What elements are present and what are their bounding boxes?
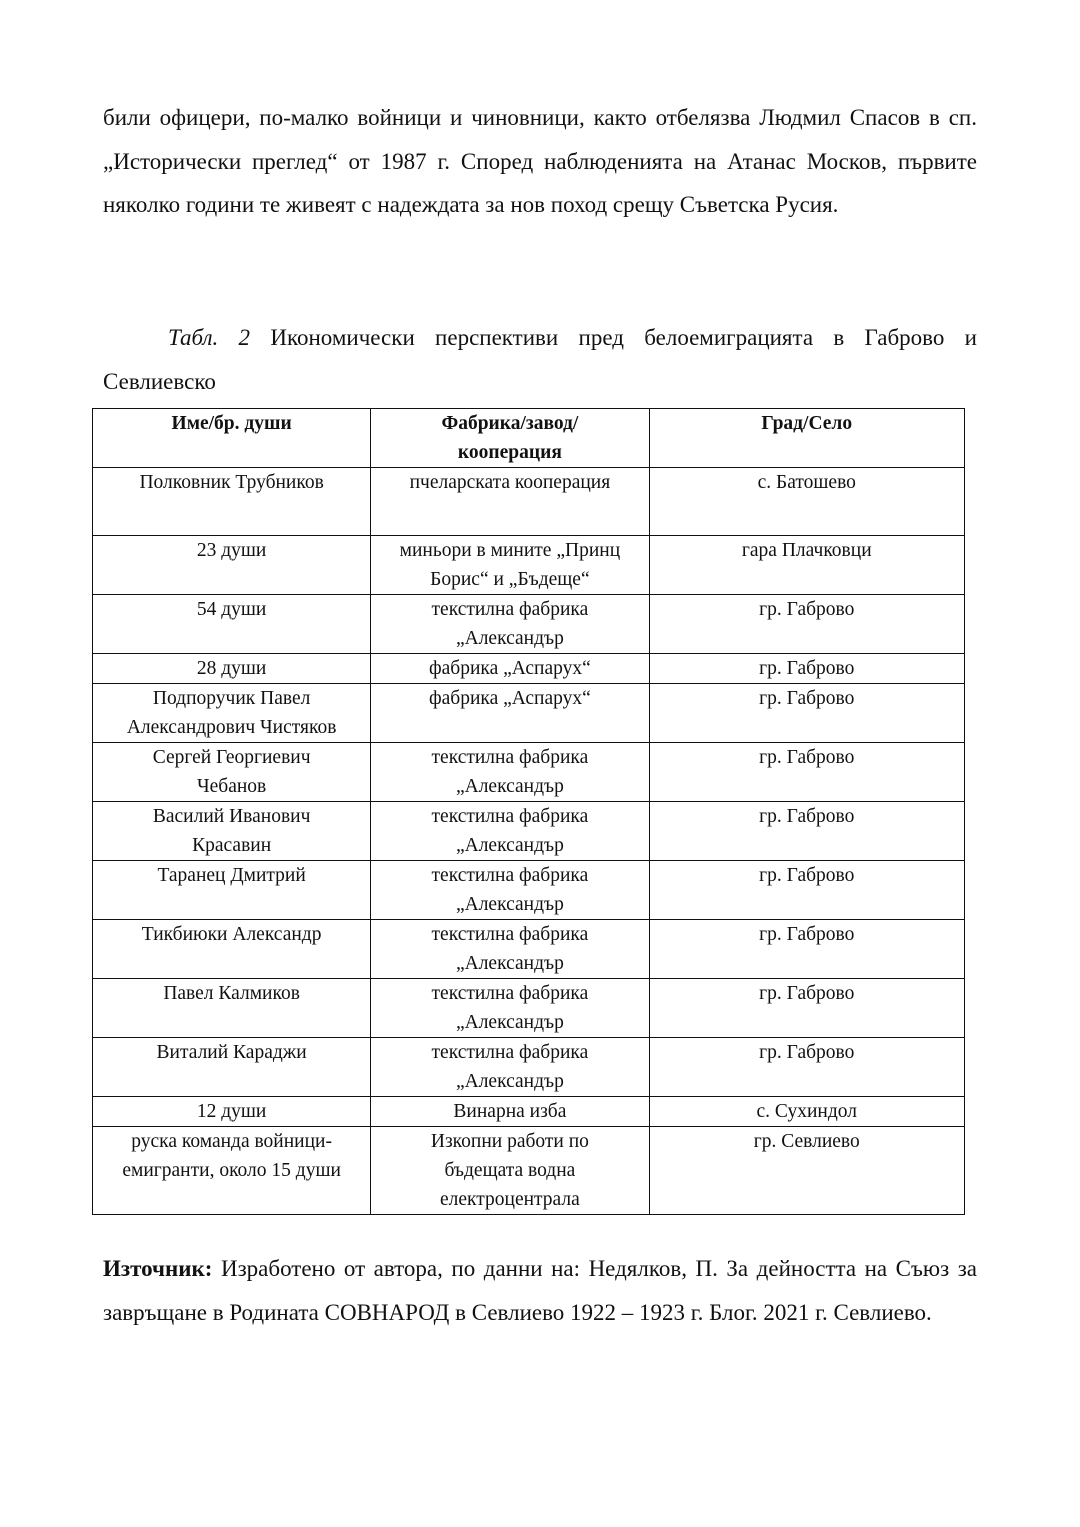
cell-factory: миньори в мините „Принц Борис“ и „Бъдеще“ [371,536,649,595]
header-name: Име/бр. души [93,409,371,468]
table-caption-text: Икономически перспективи пред белоемиграцията в Габрово и Севлиевско [103,325,977,394]
intro-paragraph: били офицери, по-малко войници и чиновници, както отбелязва Людмил Спасов в сп. „Исторически преглед“ от 1987 г. Според наблюденията на Атанас Москов, първите няколко години те живеят с надеждата за нов поход срещу Съветска Русия. [103,105,977,217]
cell-factory: текстилна фабрика „Александър [371,595,649,654]
table-row [93,468,965,536]
cell-town: с. Сухиндол [649,1097,964,1127]
cell-factory: текстилна фабрика „Александър [371,979,649,1038]
header-town: Град/Село [649,409,964,468]
cell-town: гр. Габрово [649,861,964,920]
emigration-table [92,408,965,1215]
table-row [93,979,965,1038]
cell-factory: Винарна изба [371,1097,649,1127]
cell-name: Виталий Караджи [93,1038,371,1097]
cell-factory: текстилна фабрика „Александър [371,743,649,802]
table-row [93,654,965,684]
table-row [93,1038,965,1097]
table-caption-label: Табл. 2 [168,325,251,350]
cell-town: гр. Габрово [649,684,964,743]
header-factory: Фабрика/завод/ кооперация [371,409,649,468]
cell-town: гр. Габрово [649,802,964,861]
table-row [93,920,965,979]
cell-factory: текстилна фабрика „Александър [371,861,649,920]
cell-name: 28 души [93,654,371,684]
table-row [93,743,965,802]
cell-factory: текстилна фабрика „Александър [371,1038,649,1097]
table-row [93,684,965,743]
source-note [103,1247,977,1335]
table-row [93,802,965,861]
cell-town: гр. Габрово [649,979,964,1038]
cell-name: Тикбиюки Александр [93,920,371,979]
source-label: Източник: [103,1256,213,1281]
cell-town: гр. Севлиево [649,1127,964,1215]
cell-name: Таранец Дмитрий [93,861,371,920]
cell-name: 54 души [93,595,371,654]
cell-name: 12 души [93,1097,371,1127]
cell-factory: пчеларската кооперация [371,468,649,536]
table-row [93,536,965,595]
cell-name: Подпоручик Павел Александрович Чистяков [93,684,371,743]
cell-name: Полковник Трубников [93,468,371,536]
cell-name: Василий Иванович Красавин [93,802,371,861]
table-header-row [93,409,965,468]
cell-factory: текстилна фабрика „Александър [371,802,649,861]
table-row [93,1127,965,1215]
cell-town: гр. Габрово [649,743,964,802]
cell-name: Сергей Георгиевич Чебанов [93,743,371,802]
table-row [93,595,965,654]
source-text: Изработено от автора, по данни на: Недялков, П. За дейността на Съюз за завръщане в Родината СОВНАРОД в Севлиево 1922 – 1923 г. Блог. 2021 г. Севлиево. [103,1256,977,1325]
cell-factory: текстилна фабрика „Александър [371,920,649,979]
cell-name: 23 души [93,536,371,595]
cell-town: гр. Габрово [649,595,964,654]
cell-name: руска команда войници-емигранти, около 15 души [93,1127,371,1215]
cell-factory: фабрика „Аспарух“ [371,654,649,684]
table-caption [103,316,977,404]
table-row [93,861,965,920]
cell-town: гр. Габрово [649,920,964,979]
cell-factory: фабрика „Аспарух“ [371,684,649,743]
cell-town: с. Батошево [649,468,964,536]
cell-factory: Изкопни работи по бъдещата водна електроцентрала [371,1127,649,1215]
cell-name: Павел Калмиков [93,979,371,1038]
cell-town: гара Плачковци [649,536,964,595]
cell-town: гр. Габрово [649,654,964,684]
table-row [93,1097,965,1127]
cell-town: гр. Габрово [649,1038,964,1097]
